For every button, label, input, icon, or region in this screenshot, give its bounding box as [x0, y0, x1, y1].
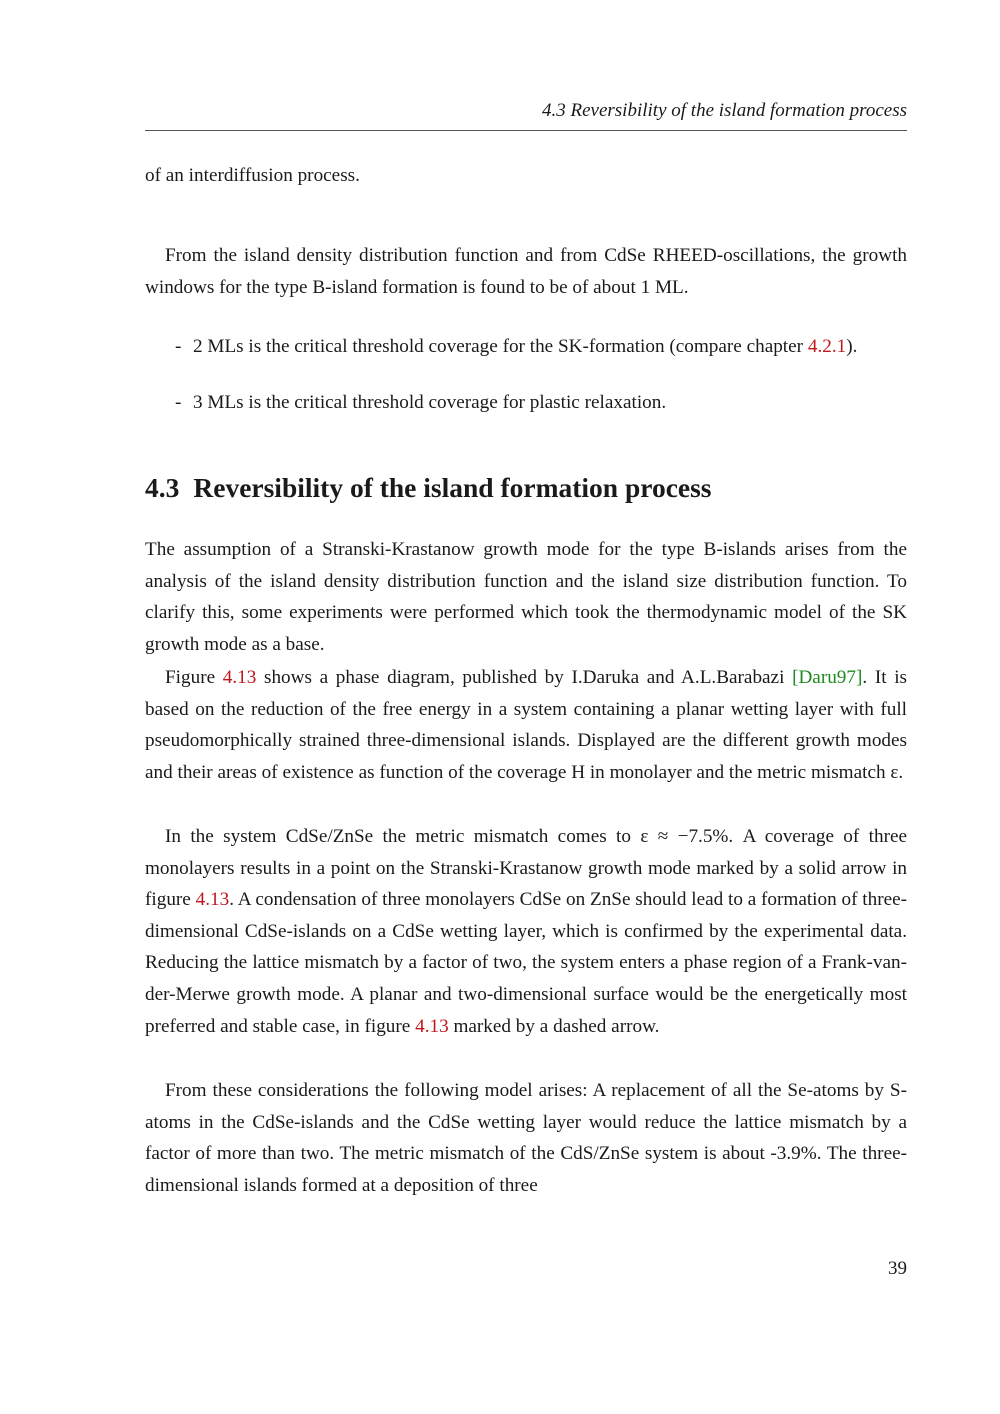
- body-paragraph: In the system CdSe/ZnSe the metric mismatch comes to ε ≈ −7.5%. A coverage of three monolayers results in a point on the Stranski-Krastanow growth mode marked by a solid arrow in figure 4.13. A condensation of three monolayers CdSe on ZnSe should lead to a formation of three-dimensional CdSe-islands on a CdSe wetting layer, which is confirmed by the experimental data. Reducing the lattice mismatch by a factor of two, the system enters a phase region of a Frank-van-der-Merwe growth mode. A planar and two-dimensional surface would be the energetically most preferred and stable case, in figure 4.13 marked by a dashed arrow.: [145, 826, 908, 1037]
- chapter-reference-link[interactable]: 4.2.1: [807, 336, 847, 357]
- bullet-item: - 3 MLs is the critical threshold coverage for plastic relaxation.: [175, 392, 667, 413]
- figure-reference-link[interactable]: 4.13: [415, 1015, 449, 1037]
- body-paragraph: Figure 4.13 shows a phase diagram, published by I.Daruka and A.L.Barabazi [Daru97]. It is based on the reduction of the free energy in a system containing a planar wetting layer with full pseudomorphically strained three-dimensional islands. Displayed are the different growth modes and their areas of existence as function of the coverage H in monolayer and the metric mismatch ε.: [145, 667, 907, 783]
- citation-link[interactable]: [Daru97]: [792, 667, 863, 688]
- growth-window-paragraph: From the island density distribution function and from CdSe RHEED-oscillations, the growth windows for the type B-island formation is found to be of about 1 ML.: [145, 245, 907, 298]
- bullet-dash: -: [175, 336, 182, 357]
- body-paragraph: The assumption of a Stranski-Krastanow growth mode for the type B-islands arises from the analysis of the island density distribution function and the island size distribution function. To clarify this, some experiments were performed which took the thermodynamic model of the SK growth mode as a base.: [145, 539, 907, 655]
- bullet-item: - 2 MLs is the critical threshold coverage for the SK-formation (compare chapter 4.2.1).: [175, 336, 858, 357]
- running-header: 4.3 Reversibility of the island formation process: [541, 100, 907, 121]
- bullet-dash: -: [175, 392, 182, 413]
- section-title: Reversibility of the island formation process: [193, 472, 712, 503]
- figure-reference-link[interactable]: 4.13: [222, 667, 257, 688]
- section-heading: [145, 472, 712, 504]
- body-paragraph: From these considerations the following model arises: A replacement of all the Se-atoms by S-atoms in the CdSe-islands and the CdSe wetting layer would reduce the lattice mismatch by a factor of more than two. The metric mismatch of the CdS/ZnSe system is about -3.9%. The three-dimensional islands formed at a deposition of three: [145, 1080, 907, 1196]
- header-rule: [145, 130, 907, 131]
- figure-reference-link[interactable]: 4.13: [195, 889, 230, 911]
- carryover-paragraph: of an interdiffusion process.: [145, 165, 360, 186]
- page-number: 39: [888, 1258, 907, 1279]
- section-number: 4.3: [145, 472, 180, 503]
